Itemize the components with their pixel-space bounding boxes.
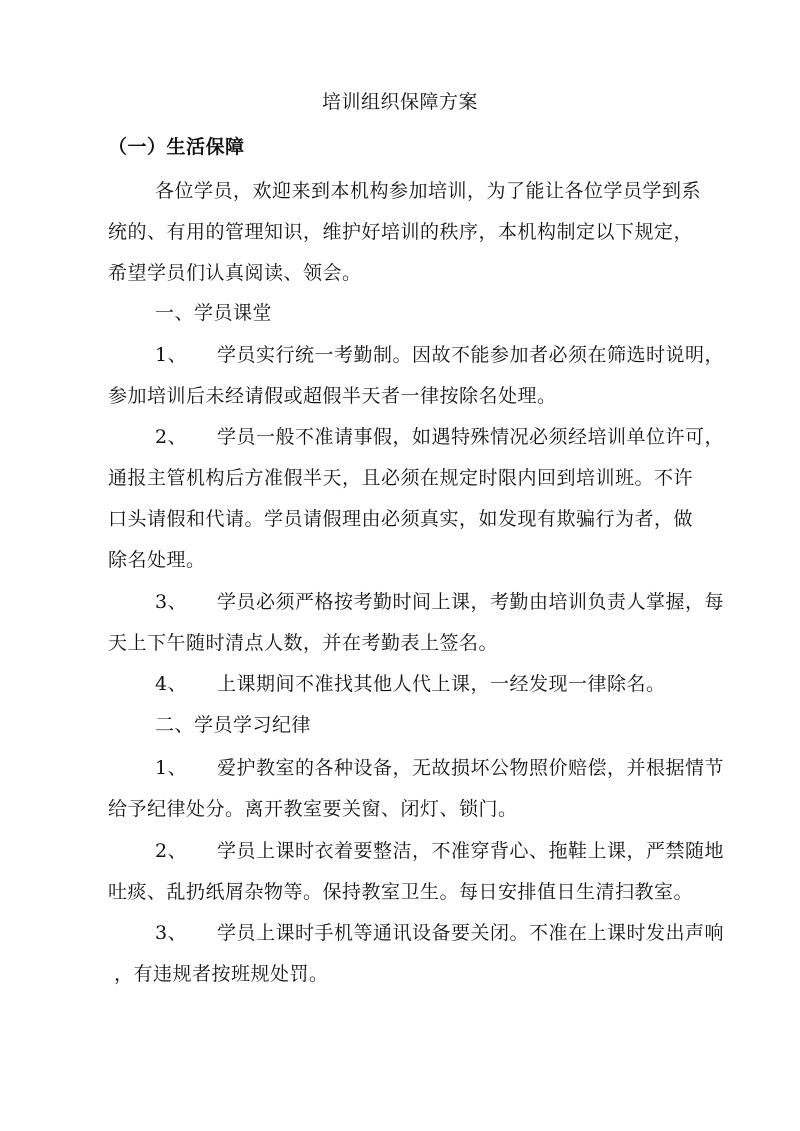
list-item-line: 除名处理。 [108, 549, 206, 571]
list-item-line: 天上下午随时清点人数，并在考勤表上签名。 [108, 632, 499, 654]
section-heading: （一）生活保障 [108, 136, 245, 158]
list-item-number: 3、 学员上课时手机等通讯设备要关闭。不准在上课时发出声响 [155, 922, 725, 944]
list-item-number: 1、 爱护教室的各种设备，无故损坏公物照价赔偿，并根据情节 [155, 757, 725, 779]
intro-line-2: 统的、有用的管理知识，维护好培训的秩序，本机构制定以下规定， [108, 221, 694, 243]
list-item-number: 3、 学员必须严格按考勤时间上课，考勤由培训负责人掌握，每 [155, 591, 725, 613]
list-item-line: 通报主管机构后方准假半天，且必须在规定时限内回到培训班。不许 [108, 467, 694, 489]
document-title: 培训组织保障方案 [321, 91, 478, 113]
list-item-line: 参加培训后未经请假或超假半天者一律按除名处理。 [108, 385, 557, 407]
list-item-line: ，有违规者按班规处罚。 [114, 963, 329, 985]
list-item-number: 2、 学员一般不准请事假，如遇特殊情况必须经培训单位许可， [155, 426, 725, 448]
list-item-number: 2、 学员上课时衣着要整洁，不准穿背心、拖鞋上课，严禁随地 [155, 840, 725, 862]
list-item-number: 1、 学员实行统一考勤制。因故不能参加者必须在筛选时说明， [155, 344, 725, 366]
list-item-line: 口头请假和代请。学员请假理由必须真实，如发现有欺骗行为者，做 [108, 508, 694, 530]
part1-heading: 一、学员课堂 [155, 302, 273, 324]
intro-line-3: 希望学员们认真阅读、领会。 [108, 262, 362, 284]
part2-heading: 二、学员学习纪律 [155, 714, 312, 736]
list-item-line: 吐痰、乱扔纸屑杂物等。保持教室卫生。每日安排值日生清扫教室。 [108, 881, 694, 903]
list-item-number: 4、 上课期间不准找其他人代上课，一经发现一律除名。 [155, 673, 666, 695]
intro-line-1: 各位学员，欢迎来到本机构参加培训，为了能让各位学员学到系 [155, 180, 702, 202]
list-item-line: 给予纪律处分。离开教室要关窗、闭灯、锁门。 [108, 798, 518, 820]
